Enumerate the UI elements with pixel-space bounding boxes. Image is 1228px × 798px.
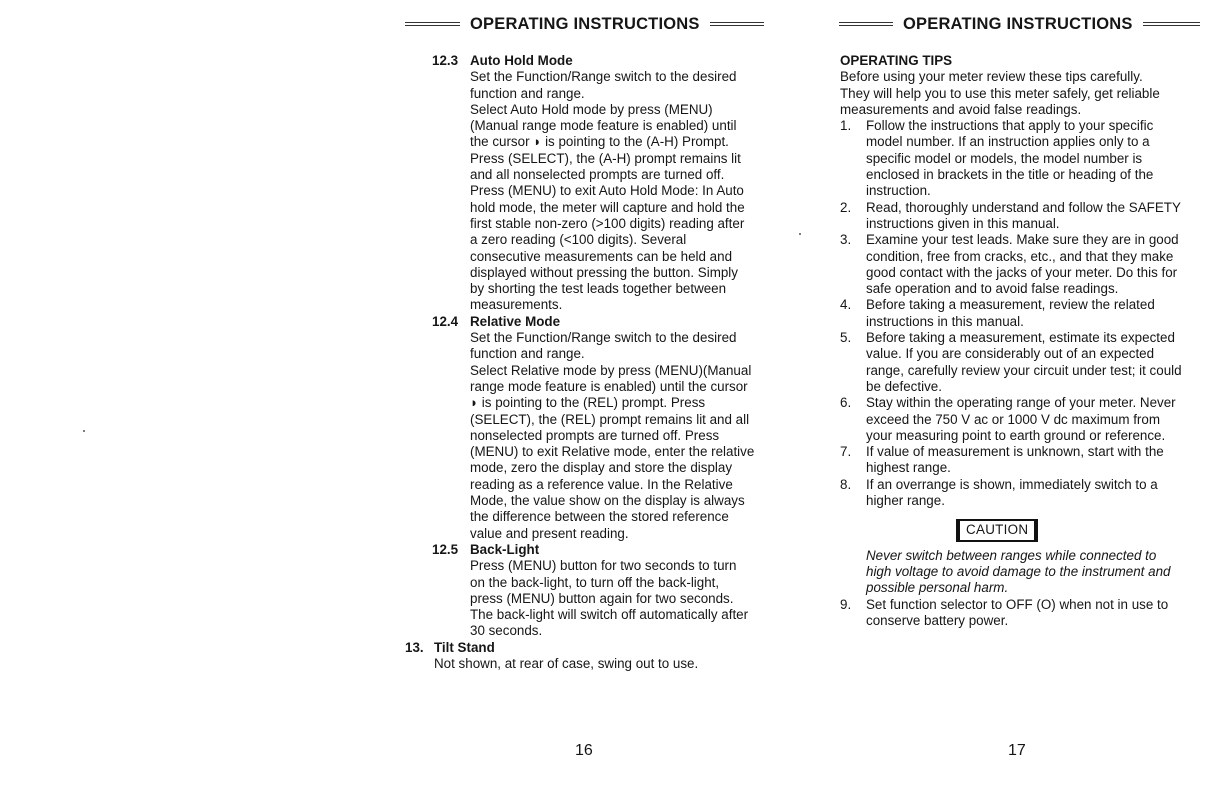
body-line: first stable non-zero (>100 digits) reading after	[470, 215, 745, 231]
tip-text	[866, 444, 1185, 477]
body-line: Mode, the value show on the display is always	[470, 493, 745, 509]
tip-line: instruction.	[866, 183, 931, 199]
body-line: ◗ is pointing to the (REL) prompt. Press	[470, 395, 706, 411]
tip-line: Before taking a measurement, review the related	[866, 297, 1155, 313]
page-number-left: 16	[575, 742, 593, 759]
tip-text	[866, 330, 1185, 395]
tip-line: Examine your test leads. Make sure they are in good	[866, 232, 1179, 248]
subsection-title: Relative Mode	[470, 313, 561, 329]
body-line: press (MENU) button again for two seconds.	[470, 590, 734, 606]
body-line: (MENU) to exit Relative mode, enter the relative	[470, 444, 755, 460]
caution-line: possible personal harm.	[866, 580, 1009, 596]
page-number-right: 17	[1008, 742, 1026, 759]
tip-line: safe operation and to avoid false readings.	[866, 281, 1119, 297]
tip-item	[840, 597, 1185, 630]
tip-line: Stay within the operating range of your meter. Never	[866, 395, 1176, 411]
tip-line: exceed the 750 V ac or 1000 V dc maximum from	[866, 411, 1160, 427]
tip-line: If value of measurement is unknown, start with the	[866, 444, 1164, 460]
tip-line: model number. If an instruction applies only to a	[866, 134, 1150, 150]
tip-item	[840, 444, 1185, 477]
tip-line: your measuring point to earth ground or reference.	[866, 427, 1166, 443]
tip-line: specific model or models, the model number is	[866, 150, 1143, 166]
body-line: mode, zero the display and store the display	[470, 460, 733, 476]
caution-line: Never switch between ranges while connected to	[866, 547, 1157, 563]
section-number: 13.	[405, 639, 424, 655]
tip-line: Follow the instructions that apply to your specific	[866, 118, 1154, 134]
body-line: (SELECT), the (REL) prompt remains lit and all	[470, 411, 750, 427]
body-line: Press (MENU) to exit Auto Hold Mode: In Auto	[470, 183, 744, 199]
body-line: function and range.	[470, 346, 585, 362]
tip-line: If an overrange is shown, immediately switch to a	[866, 476, 1158, 492]
tip-number: 9.	[840, 596, 852, 612]
body-line: the cursor ◗ is pointing to the (A-H) Prompt.	[470, 134, 729, 150]
final-tip	[840, 597, 1185, 630]
tips-list	[840, 118, 1185, 509]
header-rule-right	[1143, 22, 1200, 26]
tip-item	[840, 118, 1185, 199]
caution-line: high voltage to avoid damage to the instrument and	[866, 563, 1171, 579]
tip-number: 2.	[840, 199, 852, 215]
body-line: reading as a reference value. In the Relative	[470, 476, 733, 492]
subsection-title: Back-Light	[470, 541, 540, 557]
body-line: Press (MENU) button for two seconds to turn	[470, 558, 737, 574]
tip-item	[840, 297, 1185, 330]
tip-line: Before taking a measurement, estimate its expected	[866, 330, 1175, 346]
body-line: function and range.	[470, 85, 585, 101]
left-header-title: OPERATING INSTRUCTIONS	[470, 14, 700, 33]
right-page	[614, 0, 1228, 798]
scan-speck	[799, 233, 801, 235]
tip-text	[866, 597, 1185, 630]
tip-line: be defective.	[866, 378, 942, 394]
body-line: on the back-light, to turn off the back-light,	[470, 574, 720, 590]
scan-speck	[83, 430, 85, 432]
tip-item	[840, 395, 1185, 444]
tip-text	[866, 477, 1185, 510]
body-line: Select Relative mode by press (MENU)(Manual	[470, 362, 752, 378]
tip-number: 4.	[840, 297, 852, 313]
subsection-number: 12.4	[432, 313, 459, 329]
tip-number: 5.	[840, 330, 852, 346]
body-line: and all nonselected prompts are turned off.	[470, 167, 725, 183]
tip-line: conserve battery power.	[866, 612, 1009, 628]
body-line: displayed without pressing the button. Simply	[470, 264, 738, 280]
body-line: Not shown, at rear of case, swing out to use.	[434, 655, 699, 671]
tip-item	[840, 200, 1185, 233]
body-line: measurements.	[470, 297, 563, 313]
caution-text	[840, 548, 1185, 597]
body-line: consecutive measurements can be held and	[470, 248, 733, 264]
subsection-title: Auto Hold Mode	[470, 53, 573, 68]
body-line: range mode feature is enabled) until the cursor	[470, 378, 748, 394]
tip-line: highest range.	[866, 460, 951, 476]
right-content	[840, 53, 1185, 629]
caution-block	[840, 519, 1185, 541]
right-header-title: OPERATING INSTRUCTIONS	[903, 14, 1133, 33]
tip-text	[866, 395, 1185, 444]
tip-line: instructions in this manual.	[866, 313, 1024, 329]
tip-line: Set function selector to OFF (O) when not in use to	[866, 596, 1169, 612]
body-line: Set the Function/Range switch to the desired	[470, 69, 737, 85]
tip-text	[866, 232, 1185, 297]
tip-number: 1.	[840, 118, 852, 134]
right-header	[839, 12, 1200, 36]
body-line: a zero reading (<100 digits). Several	[470, 232, 687, 248]
subsection-number: 12.3	[432, 53, 459, 68]
tip-text	[866, 200, 1185, 233]
body-line: Set the Function/Range switch to the desired	[470, 330, 737, 346]
tip-line: value. If you are considerably out of an expected	[866, 346, 1155, 362]
body-line: value and present reading.	[470, 525, 629, 541]
tips-intro	[840, 69, 1185, 118]
intro-line: Before using your meter review these tips carefully.	[840, 69, 1143, 85]
tip-line: Read, thoroughly understand and follow the SAFETY	[866, 199, 1181, 215]
tip-line: higher range.	[866, 493, 945, 509]
tip-item	[840, 232, 1185, 297]
operating-tips-title: OPERATING TIPS	[840, 53, 953, 68]
tip-line: good contact with the jacks of your meter. Do this for	[866, 264, 1178, 280]
tip-number: 8.	[840, 476, 852, 492]
body-line: the difference between the stored reference	[470, 509, 729, 525]
tip-line: range, carefully review your circuit under test; it could	[866, 362, 1182, 378]
tip-line: instructions given in this manual.	[866, 215, 1060, 231]
subsection-number: 12.5	[432, 541, 459, 557]
body-line: by shorting the test leads together between	[470, 281, 727, 297]
intro-line: They will help you to use this meter safely, get reliable	[840, 85, 1160, 101]
caution-badge: CAUTION	[958, 519, 1036, 541]
body-line: Select Auto Hold mode by press (MENU)	[470, 101, 713, 117]
tip-line: condition, free from cracks, etc., and that they make	[866, 248, 1174, 264]
tip-line: enclosed in brackets in the title or heading of the	[866, 167, 1154, 183]
body-line: nonselected prompts are turned off. Press	[470, 427, 720, 443]
tip-number: 3.	[840, 232, 852, 248]
tip-item	[840, 477, 1185, 510]
tip-text	[866, 118, 1185, 199]
body-line: Press (SELECT), the (A-H) prompt remains lit	[470, 150, 741, 166]
body-line: 30 seconds.	[470, 623, 543, 639]
body-line: (Manual range mode feature is enabled) until	[470, 118, 737, 134]
tip-number: 6.	[840, 395, 852, 411]
tip-text	[866, 297, 1185, 330]
tip-number: 7.	[840, 444, 852, 460]
body-line: hold mode, the meter will capture and hold the	[470, 199, 745, 215]
section-title: Tilt Stand	[434, 639, 495, 655]
tip-item	[840, 330, 1185, 395]
header-rule-left	[405, 22, 460, 26]
header-rule-left	[839, 22, 893, 26]
intro-line: measurements and avoid false readings.	[840, 101, 1082, 117]
body-line: The back-light will switch off automatically after	[470, 607, 749, 623]
